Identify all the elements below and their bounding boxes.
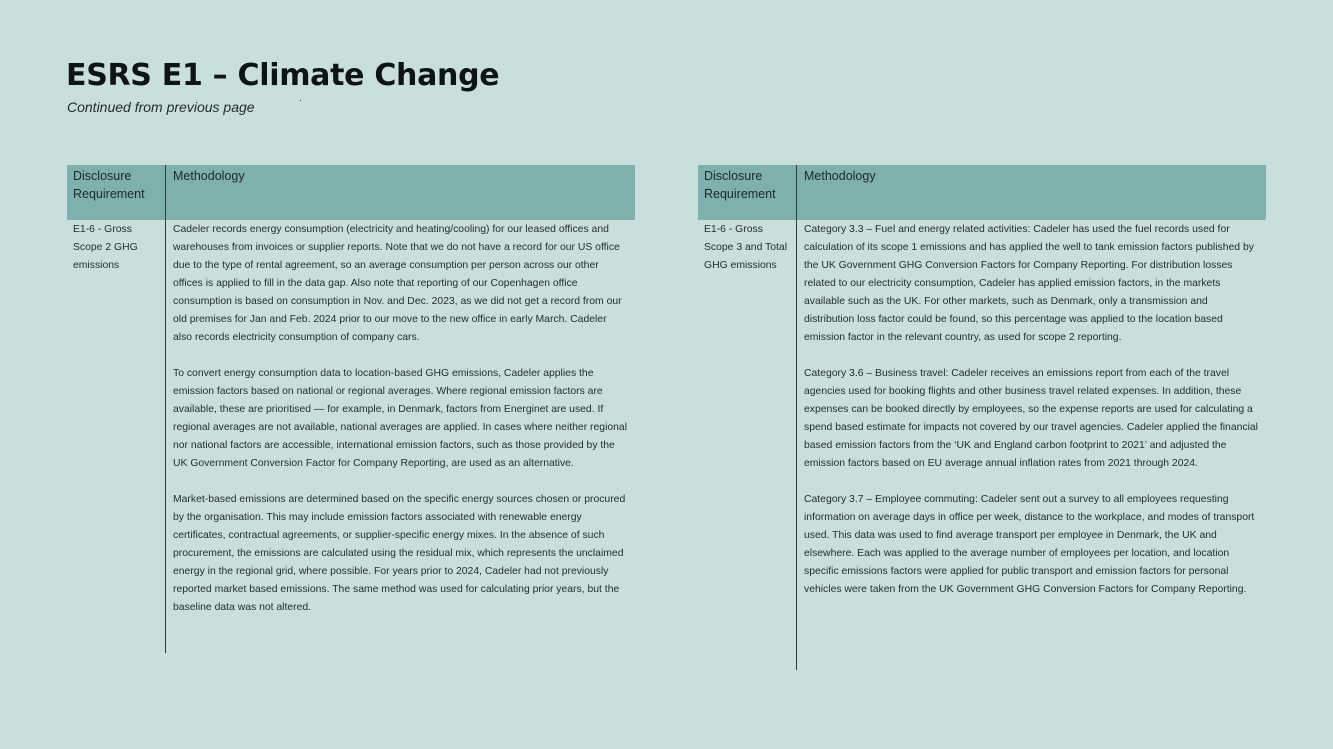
methodology-cell [165,220,635,653]
methodology-paragraph: Market-based emissions are determined based on the specific energy sources chosen or procured by the organisation. This may include emission factors associated with renewable energy certificates, contractual agreements, or supplier-specific energy mixes. In the absence of such procurement, the emissions are calculated using the residual mix, which represents the unclaimed energy in the regional grid, where possible. For years prior to 2024, Cadeler had not previously reported market based emissions. The same method was used for calculating prior years, but the baseline data was not altered. [173,494,626,613]
header-methodology: Methodology [796,165,1266,220]
header-methodology: Methodology [165,165,635,220]
methodology-paragraph: Cadeler records energy consumption (electricity and heating/cooling) for our leased offices and warehouses from invoices or supplier reports. Note that we do not have a record for our US office due to the type of rental agreement, so an average consumption per person across our other offices is applied to fill in the data gap. Also note that reporting of our Copenhagen office consumption is based on consumption in Nov. and Dec. 2023, as we did not get a record from our old premises for Jan and Feb. 2024 prior to our move to the new office in early March. Cadeler also records electricity consumption of company cars. [173,224,622,343]
table-header [67,165,635,220]
disclosure-table-scope2 [67,165,635,653]
table-header [698,165,1266,220]
requirement-cell: E1-6 - Gross Scope 2 GHG emissions [73,224,138,271]
header-disclosure-requirement: Disclosure Requirement [73,169,145,201]
methodology-cell [796,220,1266,670]
methodology-paragraph: Category 3.3 – Fuel and energy related activities: Cadeler has used the fuel records used for calculation of its scope 1 emissions and has applied the well to tank emission factors published by the UK Government GHG Conversion Factors for Company Reporting. For distribution losses related to our electricity consumption, Cadeler has applied emission factors, in the markets available such as the UK. For other markets, such as Denmark, only a transmission and distribution loss factor could be found, so this percentage was applied to the location based emission factor in the relevant country, as used for scope 2 reporting. [804,224,1254,343]
methodology-paragraph: To convert energy consumption data to location-based GHG emissions, Cadeler applies the emission factors based on national or regional averages. Where regional emission factors are available, these are prioritised — for example, in Denmark, factors from Energinet are used. If regional averages are not available, national averages are applied. In cases where neither regional nor national factors are accessible, international emission factors, such as those provided by the UK Government Conversion Factor for Company Reporting, are used as an alternative. [173,368,628,469]
table-row [67,220,635,653]
disclosure-table-scope3 [698,165,1266,670]
requirement-cell: E1-6 - Gross Scope 3 and Total GHG emissions [704,224,787,271]
table-row [698,220,1266,670]
decorative-dot [300,100,301,101]
methodology-paragraph: Category 3.7 – Employee commuting: Cadeler sent out a survey to all employees requesting information on average days in office per week, distance to the workplace, and modes of transport used. This data was used to find average transport per employee in Denmark, the UK and elsewhere. Each was applied to the average number of employees per location, and location specific emissions factors were applied for public transport and emission factors for personal vehicles were taken from the UK Government GHG Conversion Factors for Company Reporting. [804,494,1255,595]
header-disclosure-requirement: Disclosure Requirement [704,169,776,201]
page-title: ESRS E1 – Climate Change [66,58,500,93]
methodology-paragraph: Category 3.6 – Business travel: Cadeler receives an emissions report from each of the travel agencies used for booking flights and other business travel related expenses. In addition, these expenses can be booked directly by employees, so the expense reports are used for calculating a spend based estimate for impacts not covered by our travel agencies. Cadeler applied the financial based emission factors from the ‘UK and England carbon footprint to 2021’ and adjusted the emission factors based on EU average annual inflation rates from 2021 through 2024. [804,368,1258,469]
page-subtitle: Continued from previous page [67,99,255,115]
